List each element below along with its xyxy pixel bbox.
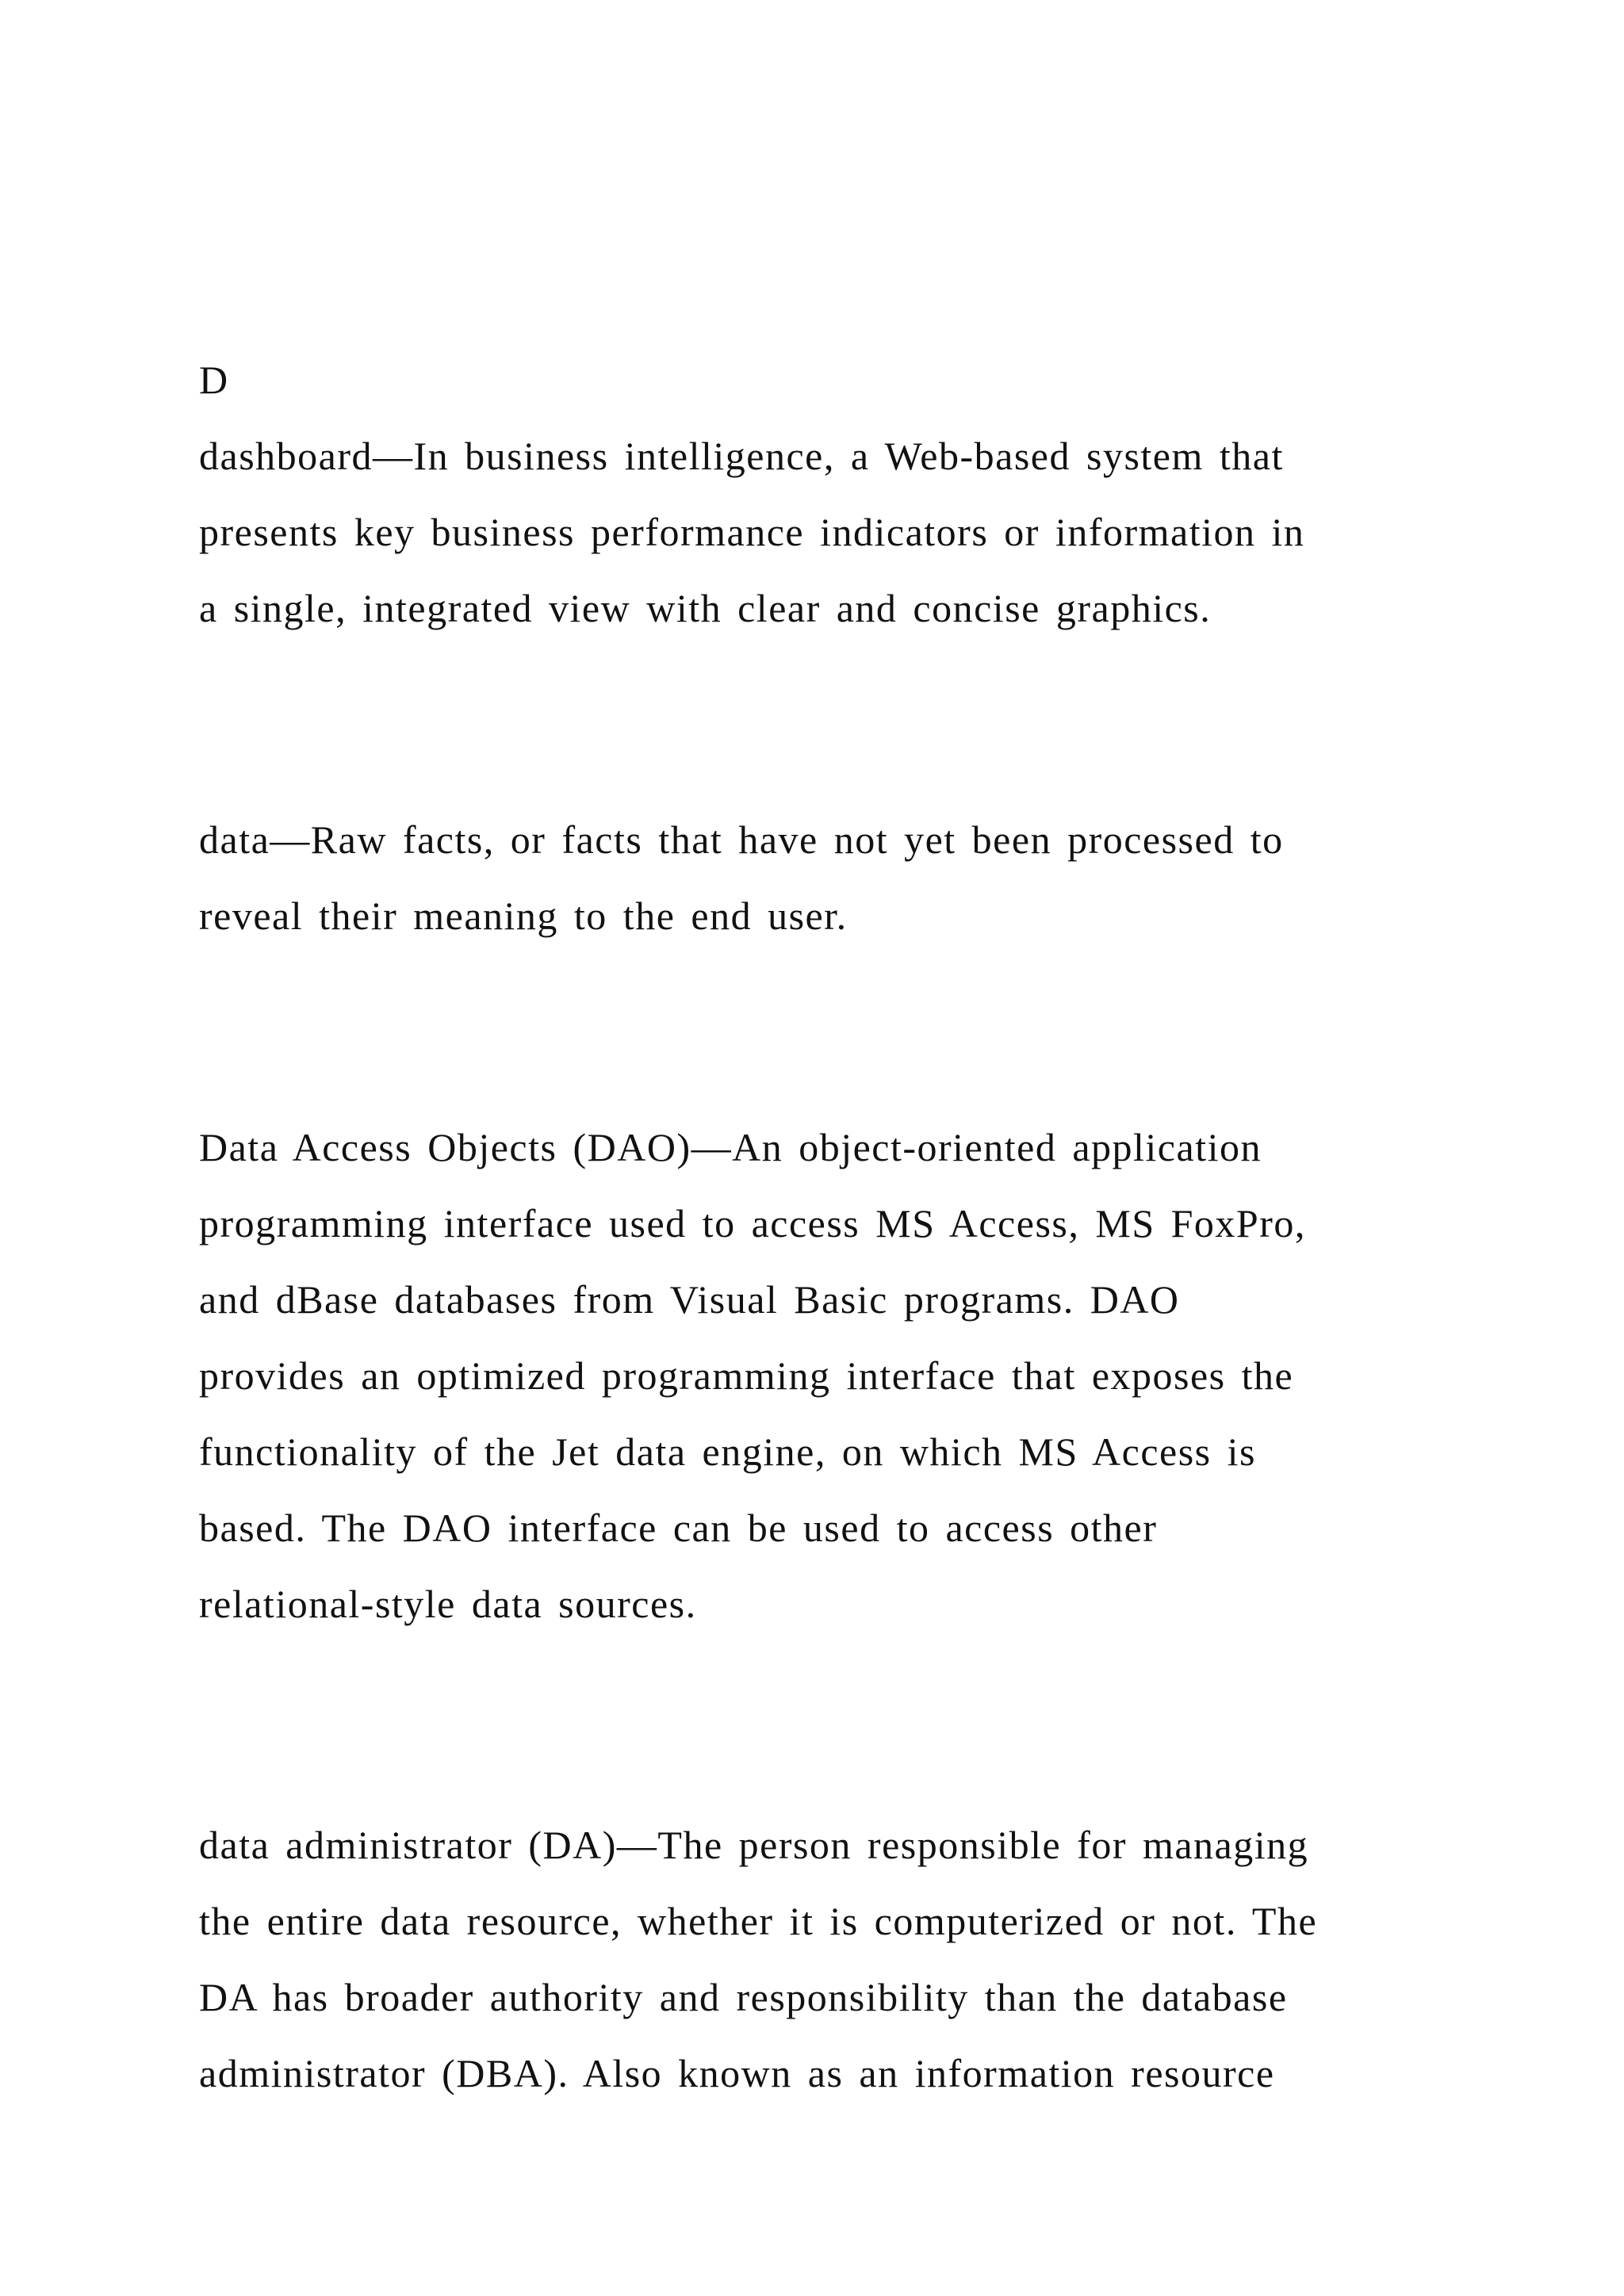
entry-line: provides an optimized programming interface that exposes the (199, 1353, 1294, 1398)
entry-line: and dBase databases from Visual Basic programs. DAO (199, 1277, 1180, 1322)
entry-line: based. The DAO interface can be used to access other (199, 1506, 1158, 1550)
glossary-entry-dao (199, 1109, 1468, 1642)
entry-line: a single, integrated view with clear and concise graphics. (199, 586, 1212, 630)
entry-line: functionality of the Jet data engine, on which MS Access is (199, 1429, 1256, 1474)
entry-line: programming interface used to access MS Access, MS FoxPro, (199, 1201, 1306, 1246)
entry-line: Data Access Objects (DAO)—An object-oriented application (199, 1125, 1262, 1169)
entry-line: dashboard—In business intelligence, a Web-based system that (199, 434, 1284, 478)
glossary-entry-data (199, 802, 1468, 954)
entry-line: relational-style data sources. (199, 1582, 697, 1626)
section-letter-heading (199, 342, 1468, 418)
entry-line: data administrator (DA)—The person responsible for managing (199, 1823, 1309, 1867)
entry-line: administrator (DBA). Also known as an information resource (199, 2051, 1275, 2095)
entry-line: reveal their meaning to the end user. (199, 894, 848, 938)
entry-line: presents key business performance indicators or information in (199, 510, 1305, 554)
glossary-entry-data-administrator (199, 1807, 1468, 2111)
glossary-entry-dashboard (199, 418, 1468, 646)
entry-line: the entire data resource, whether it is computerized or not. The (199, 1899, 1318, 1943)
section-letter: D (199, 358, 229, 402)
entry-line: data—Raw facts, or facts that have not yet been processed to (199, 817, 1284, 862)
entry-line: DA has broader authority and responsibility than the database (199, 1975, 1288, 2019)
